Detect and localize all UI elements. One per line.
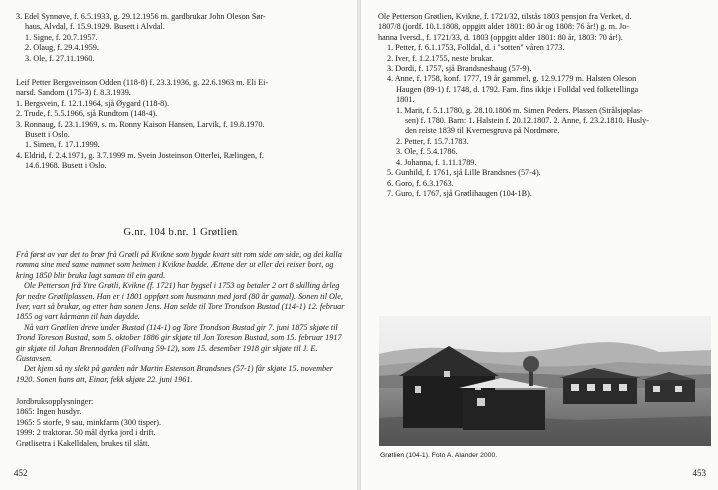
entry-line: 1. Marit, f. 5.1.1780, g. 28.10.1806 m. Simen Peders. Plassen (Strålsjøplas- — [396, 105, 643, 115]
history-paragraph: Frå først av var det to brør frå Grøtli på Kvikne som bygde kvart sitt rom side om side, og dei kalla romma sine med same namnet som heimen i Kvikne hadde. Ættene der ut eller dei reiser bort, og kring 1850 blir bruka lagt saman til ein gard. — [16, 250, 342, 280]
entry-line: 1. Bergsvein, f. 12.1.1964, sjå Øygard (118-8). — [16, 98, 170, 108]
right-text-block — [378, 12, 710, 199]
entry-line: 2. Trude, f. 5.5.1966, sjå Rundtom (148-4). — [16, 109, 158, 119]
entry-line: 1. Petter, f. 6.1.1753, Folldal, d. i "sotten" våren 1773. — [387, 43, 565, 53]
left-top-block — [16, 12, 345, 172]
entry-line: 3. Ole, f. 5.4.1786. — [396, 147, 458, 157]
entry-line: 2. Iver, f. 1.2.1755, neste brukar. — [387, 53, 494, 63]
history-paragraph: Det kjem så ny slekt på garden når Martin Estenson Brandsnes (57-1) får skjøte 15. november 1920. Sonen hans att, Einar, fekk skjøte 22. juni 1961. — [16, 364, 333, 384]
entry-line: 1. Simen, f. 17.1.1999. — [25, 140, 100, 150]
farm-info-line: Grøtlisetra i Kakelldalen, brukes til slått. — [16, 438, 150, 448]
farm-info-line: 1965: 5 storfe, 9 sau, minkfarm (300 tisper). — [16, 417, 162, 427]
right-page — [361, 0, 718, 490]
entry-line: 3. Ole, f. 27.11.1960. — [25, 53, 95, 63]
entry-line: hanna Iversd., f. 1721/33, d. 1803 (oppgitt alder 1801: 80 år, 1803: 70 år!). — [378, 32, 623, 42]
farm-photo — [379, 316, 711, 446]
entry-line: Haugen (89-1) f. 1748, d. 1792. Fam. fins ikkje i Folldal ved folketellinga — [396, 84, 639, 94]
farm-info — [16, 397, 345, 449]
photo-caption: Grøtlien (104-1). Foto A. Alander 2000. — [380, 452, 498, 459]
entry-line: 7. Guro, f. 1767, sjå Grøtlihaugen (104-1B). — [387, 188, 532, 198]
entry-line: sen) f. 1780. Barn: 1. Halstein f. 20.12.1807. 2. Anne, f. 23.2.1810. Husly- — [405, 116, 650, 126]
entry-line: 1. Signe, f. 20.7.1957. — [25, 32, 98, 42]
entry-line: 3. Edel Synnøve, f. 6.5.1933, g. 29.12.1956 m. gardbrukar John Oleson Sør- — [16, 12, 266, 21]
entry-line: Ole Petterson Grøtlien, Kvikne, f. 1721/32, tilstås 1803 pensjon fra Verket, d. — [378, 12, 632, 21]
entry-line: 1801. — [396, 95, 415, 105]
history-paragraph: Nå vart Grøtlien dreve under Bustad (114-1) og Tore Trondson Bustad gir 7. juni 1875 skjøte til Trond Toreson Bustad, som 5. oktober 1886 gir skjøte til Jon Toreson Bustad, som 15. februar 1917 gir skjøte til Johan Brennodden (Follvang 59-12), som 15. desember 1918 gir skjøte til J. E. Gustavsen. — [16, 322, 342, 364]
entry-line: Leif Petter Bergsveinson Odden (118-8) f. 23.3.1936, g. 22.6.1963 m. Eli Ei- — [16, 78, 269, 88]
entry-line: 14.6.1968. Busett i Oslo. — [25, 161, 107, 171]
entry-line: 4. Johanna, f. 1.11.1789. — [396, 157, 477, 167]
entry-line: 2. Olaug, f. 29.4.1959. — [25, 43, 99, 53]
farm-info-line: 1865: Ingen husdyr. — [16, 407, 82, 417]
farm-section — [16, 228, 345, 238]
left-page — [0, 0, 357, 490]
small-barn — [459, 378, 549, 430]
entry-line: haus, Alvdal, f. 15.9.1929. Busett i Alvdal. — [25, 22, 165, 32]
entry-line: 3. Ronnaug, f. 23.1.1969, s. m. Ronny Kaison Hansen, Larvik, f. 19.8.1970. — [16, 119, 265, 129]
entry-line: 1807/8 (jordf. 10.1.1808, oppgitt alder 1801: 80 år og 1808: 76 år!) g. m. Jo- — [378, 22, 630, 32]
page-number-right: 453 — [692, 468, 706, 478]
entry-line: 5. Gunhild, f. 1761, sjå Lille Brandsnes (57-4). — [387, 168, 541, 178]
entry-line: 4. Anne, f. 1758, konf. 1777, 19 år gammel, g. 12.9.1779 m. Halsten Oleson — [387, 74, 637, 84]
farm-info-title: Jordbruksopplysninger: — [16, 397, 94, 406]
farm-info-line: 1999: 2 traktorar. 50 mål dyrka jord i drift. — [16, 428, 156, 438]
farm-history — [16, 250, 345, 385]
entry-line: 3. Dordi, f. 1757, sjå Brandsneshaug (57-9). — [387, 64, 532, 74]
page-number-left: 452 — [14, 468, 28, 478]
entry-line: narsd. Sandom (175-3) f. 8.3.1939. — [16, 88, 131, 98]
entry-line: 4. Eldrid, f. 2.4.1971, g. 3.7.1999 m. Svein Josteinson Otterlei, Rælingen, f. — [16, 150, 264, 160]
entry-line: 2. Petter, f. 15.7.1783. — [396, 136, 469, 146]
farm-heading: G.nr. 104 b.nr. 1 Grøtlien — [123, 227, 238, 238]
history-paragraph: Ole Petterson frå Ytre Grøtli, Kvikne (f. 1721) har bygsel i 1753 og betaler 2 ort 8 skilling årleg for nedre Grøtliplassen. Han er i 1801 oppført som husmann med jord (80 år gamal). Sonen til Ole, Iver, vart så brukar, og etter han sonen Jens. Han selde til Tore Trondson Bustad (114-1) 12. februar 1855 og vart kårmann til han døydde. — [16, 281, 345, 322]
entry-line: Busett i Oslo. — [25, 130, 70, 140]
entry-line: den reiste 1839 til Kvernesgruva på Nordmøre. — [405, 126, 560, 136]
entry-line: 6. Goro, f. 6.3.1763. — [387, 178, 454, 188]
